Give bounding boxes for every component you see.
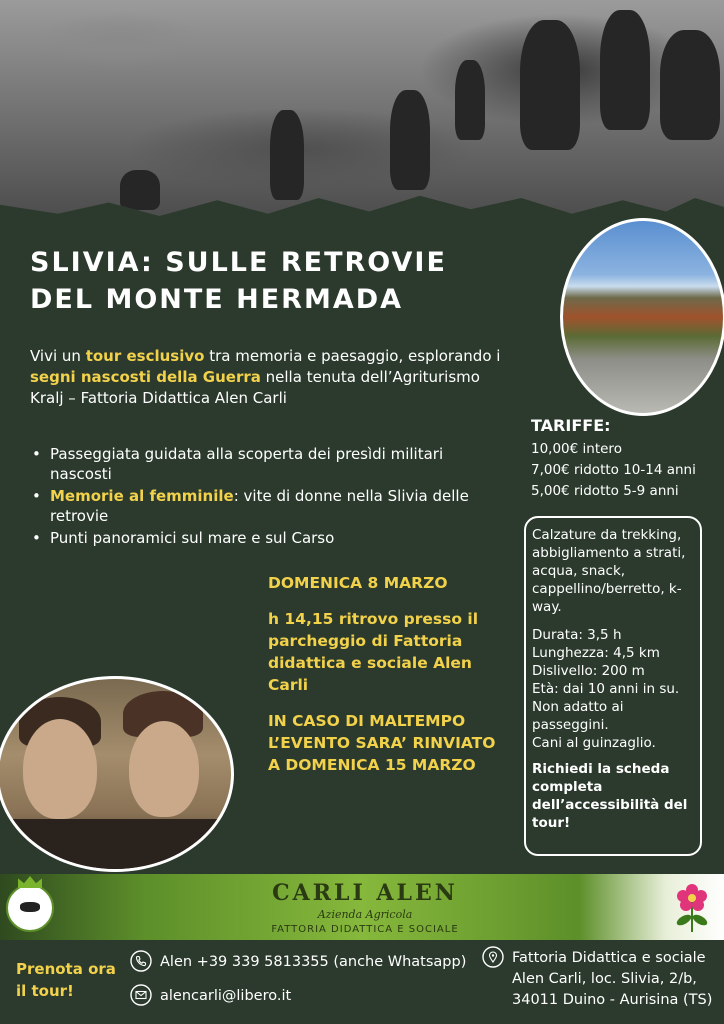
farm-logo [6, 884, 54, 932]
phone-text: Alen +39 339 5813355 (anche Whatsapp) [160, 954, 467, 970]
mail-icon [130, 984, 152, 1006]
price-row: 10,00€ intero [531, 441, 622, 457]
event-date: DOMENICA 8 MARZO [268, 574, 448, 592]
info-box [524, 516, 702, 856]
booking-cta: Prenota ora il tour! [16, 960, 116, 1000]
activity-list [30, 444, 490, 550]
tour-details [532, 626, 694, 752]
brand-subtitle: Azienda Agricola [317, 908, 413, 921]
accessibility-cta: Richiedi la scheda completa dell’accessibilità del tour! [532, 761, 688, 831]
title-line-2: DEL MONTE HERMADA [30, 284, 404, 315]
portrait-photo [0, 676, 234, 872]
detail-row: Dislivello: 200 m [532, 663, 645, 679]
flower-icon [672, 882, 712, 934]
list-item: • Memorie al femminile: vite di donne nella Slivia delle retrovie [30, 486, 490, 526]
title-line-1: SLIVIA: SULLE RETROVIE [30, 247, 447, 278]
intro-part-3: nella tenuta dell’Agriturismo Kralj – Fattoria Didattica Alen Carli [30, 368, 480, 407]
intro-text [30, 346, 510, 409]
brand-tagline: FATTORIA DIDATTICA E SOCIALE [271, 924, 459, 935]
gear-text: Calzature da trekking, abbigliamento a strati, acqua, snack, cappellino/berretto, k-way. [532, 527, 686, 615]
price-row: 7,00€ ridotto 10-14 anni [531, 462, 696, 478]
price-section [531, 416, 696, 502]
cow-icon [20, 902, 40, 912]
landscape-photo [560, 218, 724, 416]
page-title [30, 244, 447, 318]
brand-name: CARLI ALEN [272, 880, 458, 906]
detail-row: Non adatto ai passeggini. [532, 699, 624, 733]
address-text: Fattoria Didattica e sociale Alen Carli, loc. Slivia, 2/b, 34011 Duino - Aurisina (TS) [512, 950, 713, 1008]
list-item: • Passeggiata guidata alla scoperta dei presìdi militari nascosti [30, 444, 490, 484]
intro-part-1: Vivi un [30, 347, 86, 365]
intro-highlight-2: segni nascosti della Guerra [30, 368, 261, 386]
event-meeting: h 14,15 ritrovo presso il parcheggio di Fattoria didattica e sociale Alen Carli [268, 610, 479, 694]
price-title: TARIFFE: [531, 416, 611, 435]
event-weather-note: IN CASO DI MALTEMPO L’EVENTO SARA’ RINVIATO A DOMENICA 15 MARZO [268, 712, 496, 774]
phone-icon [130, 950, 152, 972]
list-item: • Punti panoramici sul mare e sul Carso [30, 528, 490, 548]
price-row: 5,00€ ridotto 5-9 anni [531, 483, 679, 499]
detail-row: Età: dai 10 anni in su. [532, 681, 680, 697]
location-pin-icon [482, 946, 504, 968]
event-info [268, 572, 508, 790]
email-text: alencarli@libero.it [160, 988, 292, 1004]
detail-row: Cani al guinzaglio. [532, 735, 656, 751]
intro-highlight-1: tour esclusivo [85, 347, 205, 365]
intro-part-2: tra memoria e paesaggio, esplorando i [204, 347, 501, 365]
historical-photo [0, 0, 724, 225]
detail-row: Lunghezza: 4,5 km [532, 645, 660, 661]
detail-row: Durata: 3,5 h [532, 627, 622, 643]
